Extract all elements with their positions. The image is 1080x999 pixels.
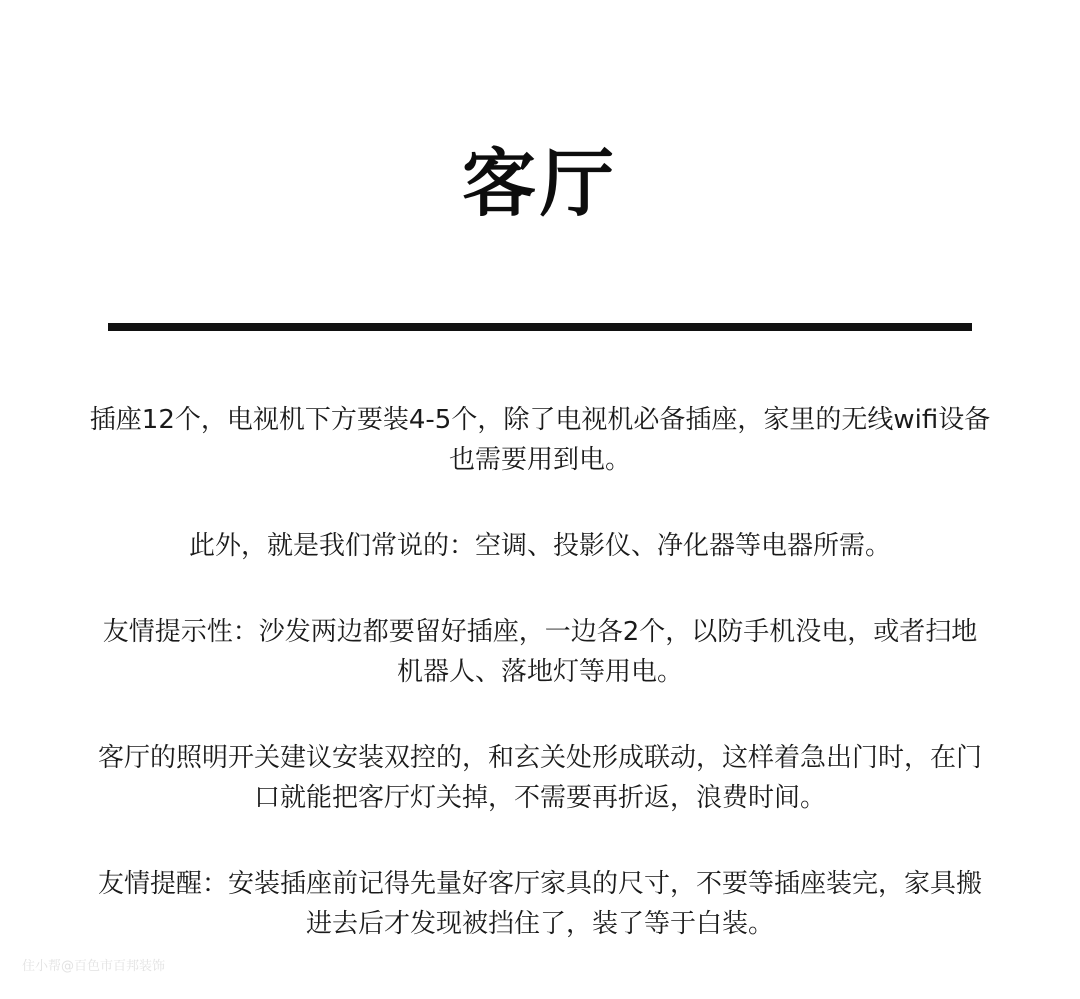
paragraph-line: 友情提示性：沙发两边都要留好插座，一边各2个，以防手机没电，或者扫地 [102,617,978,647]
paragraph-line: 进去后才发现被挡住了，装了等于白装。 [305,909,774,939]
paragraph-sofa-tip [40,612,1040,692]
article-body [40,400,1040,990]
watermark: 住小帮@百色市百邦装饰 [22,959,166,974]
paragraph-appliances [40,526,1040,566]
paragraph-sockets [40,400,1040,480]
paragraph-line: 机器人、落地灯等用电。 [396,657,683,687]
paragraph-lighting-switch [40,738,1040,818]
paragraph-line: 口就能把客厅灯关掉，不需要再折返，浪费时间。 [253,783,826,813]
paragraph-line: 此外，就是我们常说的：空调、投影仪、净化器等电器所需。 [188,531,891,561]
page-title: 客厅 [462,141,618,227]
paragraph-line: 插座12个，电视机下方要装4-5个，除了电视机必备插座，家里的无线wifi设备 [89,405,991,435]
title-divider [108,323,972,331]
paragraph-line: 友情提醒：安装插座前记得先量好客厅家具的尺寸，不要等插座装完，家具搬 [97,869,982,899]
paragraph-line: 客厅的照明开关建议安装双控的，和玄关处形成联动，这样着急出门时，在门 [97,743,982,773]
paragraph-line: 也需要用到电。 [448,445,631,475]
paragraph-furniture-reminder [40,864,1040,944]
